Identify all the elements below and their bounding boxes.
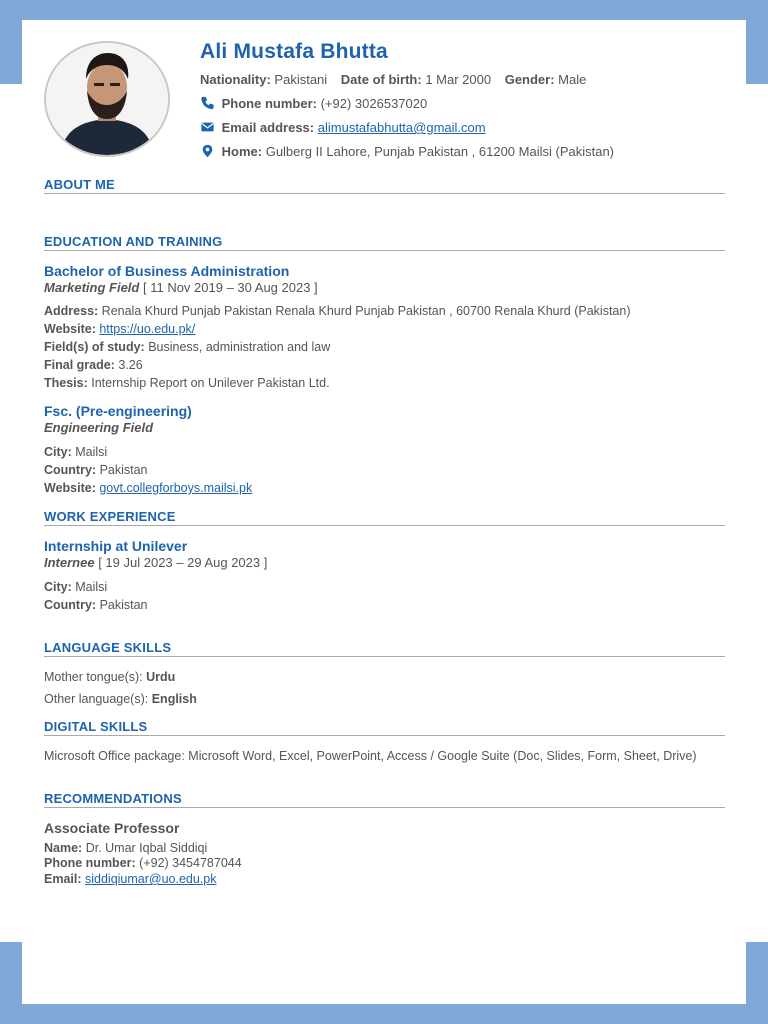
email-line [200,120,486,136]
work-city [44,579,107,595]
section-digital-skills: DIGITAL SKILLS [44,719,725,736]
country-value: Pakistan [99,598,148,612]
thesis-value: Internship Report on Unilever Pakistan Ltd. [91,376,330,390]
location-pin-icon [200,144,215,158]
gender-value: Male [558,72,587,87]
address-value: Renala Khurd Punjab Pakistan Renala Khurd Punjab Pakistan , 60700 Renala Khurd (Pakistan) [101,304,631,318]
phone-value: (+92) 3026537020 [320,96,428,111]
education-website [44,480,252,496]
work-country [44,597,148,613]
education-field: Engineering Field [44,420,154,435]
nationality-value: Pakistani [274,72,328,87]
nationality-label: Nationality: [200,72,271,87]
website-label: Website: [44,481,96,495]
website-link[interactable]: govt.collegforboys.mailsi.pk [99,481,253,495]
recommender-email [44,871,217,887]
education-grade [44,357,143,373]
name-value: Dr. Umar Iqbal Siddiqi [85,841,208,855]
study-value: Business, administration and law [148,340,331,354]
education-subtitle [44,420,153,435]
phone-line [200,96,427,112]
phone-label: Phone number: [221,96,317,111]
study-label: Field(s) of study: [44,340,145,354]
mother-tongue-value: Urdu [146,670,176,684]
address-label: Address: [44,304,99,318]
education-study [44,339,330,355]
grade-label: Final grade: [44,358,115,372]
work-title: Internship at Unilever [44,538,188,554]
grade-value: 3.26 [118,358,143,372]
envelope-icon [200,120,215,134]
profile-photo [44,41,170,157]
phone-value: (+92) 3454787044 [139,856,242,870]
home-label: Home: [221,144,263,159]
candidate-name: Ali Mustafa Bhutta [200,40,388,63]
work-dates: [ 19 Jul 2023 – 29 Aug 2023 ] [98,555,268,570]
website-link[interactable]: https://uo.edu.pk/ [99,322,196,336]
dob-label: Date of birth: [340,72,422,87]
education-title: Bachelor of Business Administration [44,263,290,279]
recommender-name [44,840,207,856]
section-education: EDUCATION AND TRAINING [44,234,725,251]
other-languages [44,691,197,707]
phone-icon [200,96,215,110]
recommender-phone [44,855,242,871]
education-address [44,303,630,319]
phone-label: Phone number: [44,856,136,870]
gender-label: Gender: [504,72,555,87]
website-label: Website: [44,322,96,336]
education-subtitle [44,280,318,295]
city-value: Mailsi [75,580,108,594]
education-website [44,321,195,337]
other-language-value: English [151,692,197,706]
digital-skills-text: Microsoft Office package: Microsoft Word, Excel, PowerPoint, Access / Google Suite (Doc, Slides, Form, Sheet, Drive) [44,749,697,763]
country-label: Country: [44,598,97,612]
email-label: Email address: [221,120,315,135]
work-role: Internee [44,555,95,570]
section-work-experience: WORK EXPERIENCE [44,509,725,526]
personal-details-line [200,72,586,88]
education-country [44,462,148,478]
dob-value: 1 Mar 2000 [425,72,492,87]
email-link[interactable]: siddiqiumar@uo.edu.pk [85,872,217,886]
home-line [200,144,614,160]
email-label: Email: [44,872,82,886]
country-value: Pakistan [99,463,148,477]
thesis-label: Thesis: [44,376,88,390]
work-subtitle [44,555,267,570]
name-label: Name: [44,841,83,855]
city-value: Mailsi [75,445,108,459]
education-dates: [ 11 Nov 2019 – 30 Aug 2023 ] [142,280,318,295]
city-label: City: [44,580,72,594]
mother-tongue-label: Mother tongue(s): [44,670,143,684]
education-title: Fsc. (Pre-engineering) [44,403,192,419]
education-thesis [44,375,330,391]
section-recommendations: RECOMMENDATIONS [44,791,725,808]
section-about-me: ABOUT ME [44,177,725,194]
section-language-skills: LANGUAGE SKILLS [44,640,725,657]
city-label: City: [44,445,72,459]
email-link[interactable]: alimustafabhutta@gmail.com [317,120,486,135]
other-language-label: Other language(s): [44,692,149,706]
education-city [44,444,107,460]
education-field: Marketing Field [44,280,140,295]
mother-tongue [44,669,175,685]
recommender-title: Associate Professor [44,820,180,836]
country-label: Country: [44,463,97,477]
home-value: Gulberg II Lahore, Punjab Pakistan , 61200 Mailsi (Pakistan) [265,144,615,159]
